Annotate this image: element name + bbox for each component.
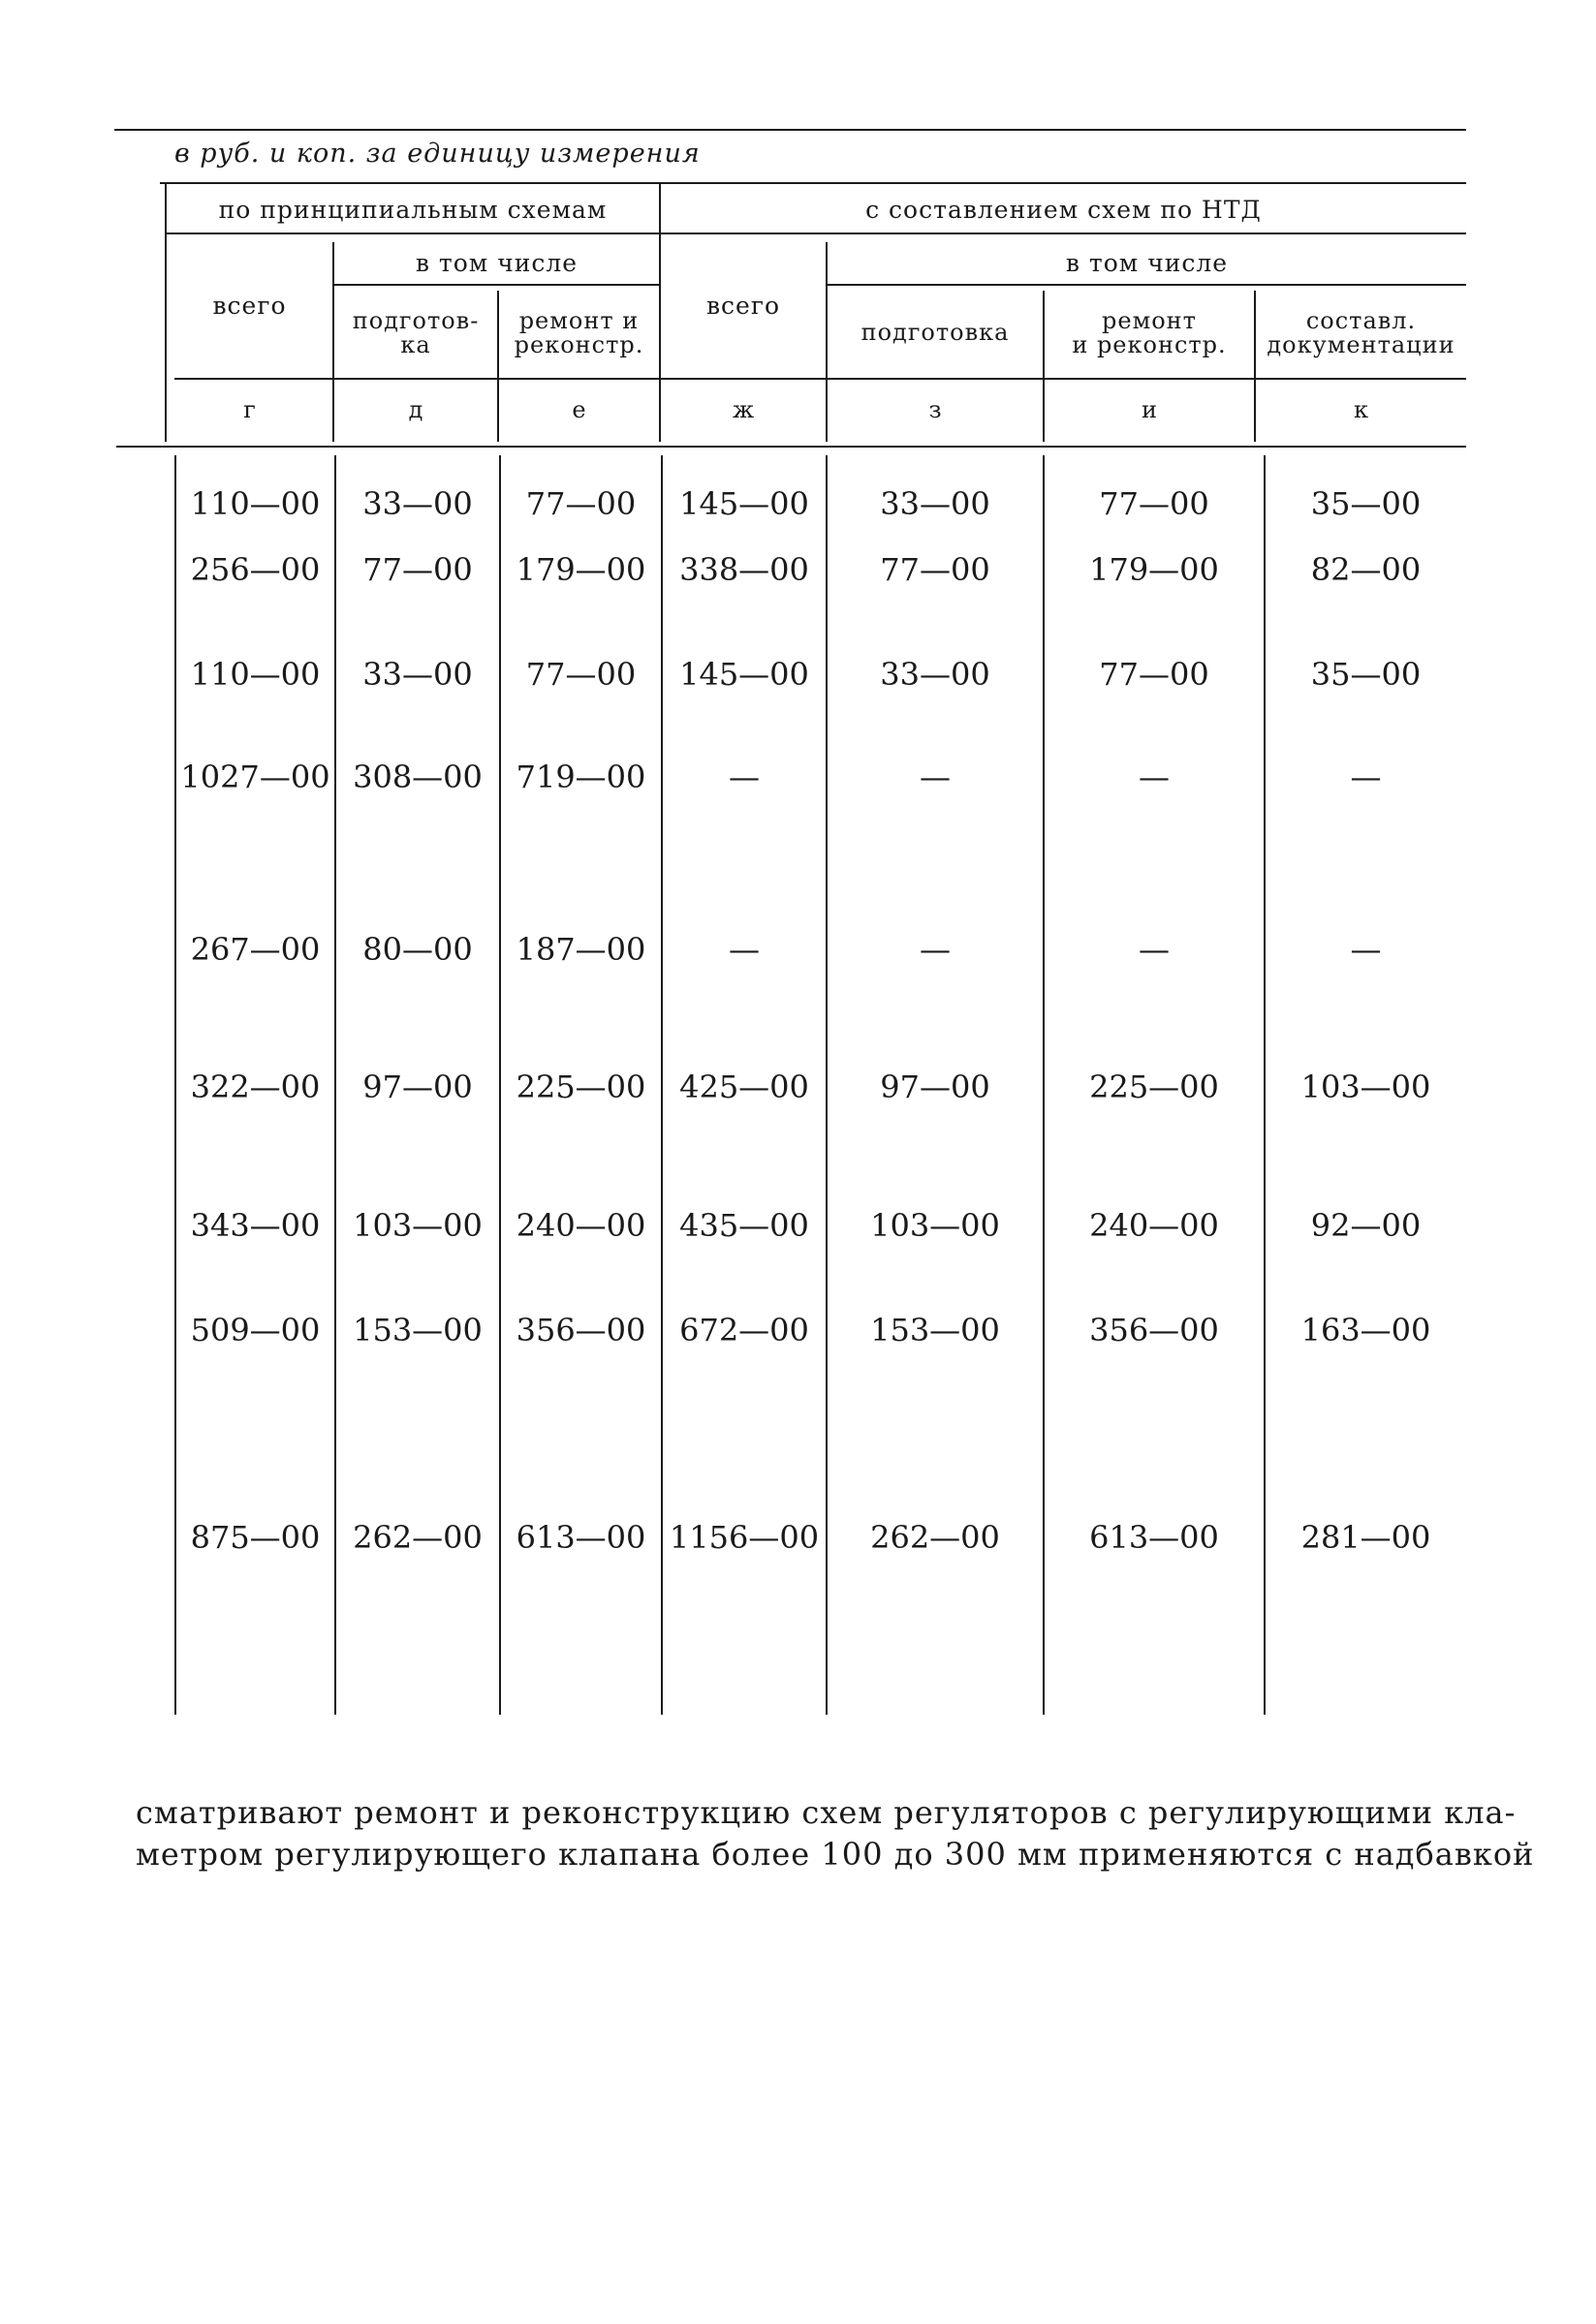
table-cell: 435—00	[679, 1207, 809, 1244]
col-prep-1: подготов- ка	[352, 306, 480, 358]
table-cell: 77—00	[1099, 485, 1209, 522]
group-header-ntd: с составлением схем по НТД	[865, 195, 1262, 224]
col-repair-2: ремонт и реконстр.	[1072, 306, 1227, 358]
table-cell: 77—00	[525, 656, 637, 693]
table-cell: 225—00	[1089, 1069, 1219, 1105]
group-header-rule	[167, 232, 1466, 234]
table-cell: 425—00	[679, 1069, 809, 1105]
table-cell: 613—00	[1089, 1519, 1219, 1556]
table-cell: 103—00	[1300, 1069, 1431, 1105]
col-letter-g: г	[243, 396, 256, 423]
table-cell: 338—00	[679, 551, 809, 588]
table-cell: 33—00	[362, 656, 473, 693]
table-cell: 179—00	[516, 551, 646, 588]
table-cell: 77—00	[362, 551, 473, 588]
table-cell: —	[1139, 759, 1170, 795]
col-total-1: всего	[212, 291, 287, 320]
table-cell: 145—00	[679, 485, 809, 522]
table-cell: —	[1350, 759, 1382, 795]
table-cell: —	[920, 759, 951, 795]
group-header-principal: по принципиальным схемам	[218, 195, 608, 224]
footer-line-2: метром регулирующего клапана более 100 до 300 мм применяются с надбавкой	[136, 1836, 1535, 1873]
table-cell: 179—00	[1089, 551, 1219, 588]
table-cell: 103—00	[870, 1207, 1000, 1244]
table-cell: 356—00	[1089, 1312, 1219, 1348]
table-cell: 240—00	[516, 1207, 646, 1244]
table-cell: 1027—00	[180, 759, 330, 795]
table-cell: 343—00	[190, 1207, 321, 1244]
caption-rule	[160, 182, 1466, 184]
col-letter-e: е	[572, 396, 586, 423]
table-cell: 77—00	[880, 551, 990, 588]
footer-line-1: сматривают ремонт и реконструкцию схем регуляторов с регулирующими кла-	[136, 1794, 1517, 1831]
in-that-number-rule-1	[334, 284, 659, 286]
table-cell: 267—00	[190, 931, 321, 968]
col-docs-2: составл. документации	[1267, 306, 1455, 358]
table-cell: 262—00	[353, 1519, 483, 1556]
table-cell: 672—00	[679, 1312, 809, 1348]
table-cell: 33—00	[880, 485, 990, 522]
col-letter-k: к	[1354, 396, 1368, 423]
table-cell: —	[729, 759, 760, 795]
table-cell: 82—00	[1310, 551, 1422, 588]
table-cell: —	[1139, 931, 1170, 968]
table-cell: 262—00	[870, 1519, 1000, 1556]
col-prep-2: подготовка	[861, 319, 1010, 347]
table-cell: 875—00	[190, 1519, 321, 1556]
table-cell: 103—00	[353, 1207, 483, 1244]
col-letter-zh: ж	[732, 396, 755, 423]
table-cell: 256—00	[190, 551, 321, 588]
table-cell: 719—00	[516, 759, 646, 795]
col-total-2: всего	[705, 291, 781, 320]
in-that-number-rule-2	[828, 284, 1466, 286]
table-cell: 145—00	[679, 656, 809, 693]
col-letter-z: з	[928, 396, 942, 423]
body-top-rule	[116, 446, 1466, 448]
col-letter-i: и	[1142, 396, 1157, 423]
table-cell: 1156—00	[669, 1519, 820, 1556]
header-bottom-rule	[174, 378, 1466, 380]
table-cell: 97—00	[880, 1069, 990, 1105]
units-caption: в руб. и коп. за единицу измерения	[174, 139, 701, 169]
table-cell: 33—00	[362, 485, 473, 522]
table-cell: 80—00	[362, 931, 473, 968]
table-cell: 153—00	[353, 1312, 483, 1348]
table-cell: 35—00	[1310, 656, 1422, 693]
in-that-number-1: в том числе	[415, 248, 579, 277]
table-cell: 225—00	[516, 1069, 646, 1105]
table-cell: 35—00	[1310, 485, 1422, 522]
table-cell: 281—00	[1300, 1519, 1431, 1556]
table-cell: 356—00	[516, 1312, 646, 1348]
table-cell: 92—00	[1310, 1207, 1422, 1244]
col-letter-d: д	[408, 396, 423, 423]
table-cell: 153—00	[870, 1312, 1000, 1348]
table-cell: —	[920, 931, 951, 968]
table-cell: 97—00	[362, 1069, 473, 1105]
table-cell: 308—00	[353, 759, 483, 795]
table-cell: 110—00	[190, 485, 321, 522]
table-cell: 509—00	[190, 1312, 321, 1348]
table-cell: 77—00	[1099, 656, 1209, 693]
table-cell: 240—00	[1089, 1207, 1219, 1244]
table-cell: 187—00	[516, 931, 646, 968]
table-cell: 322—00	[190, 1069, 321, 1105]
table-cell: 110—00	[190, 656, 321, 693]
table-cell: 163—00	[1300, 1312, 1431, 1348]
top-rule	[114, 129, 1466, 131]
table-cell: 613—00	[516, 1519, 646, 1556]
table-cell: —	[1350, 931, 1382, 968]
table-cell: 77—00	[525, 485, 637, 522]
in-that-number-2: в том числе	[1065, 248, 1229, 277]
col-repair-1: ремонт и реконстр.	[514, 306, 644, 358]
table-cell: —	[729, 931, 760, 968]
table-cell: 33—00	[880, 656, 990, 693]
